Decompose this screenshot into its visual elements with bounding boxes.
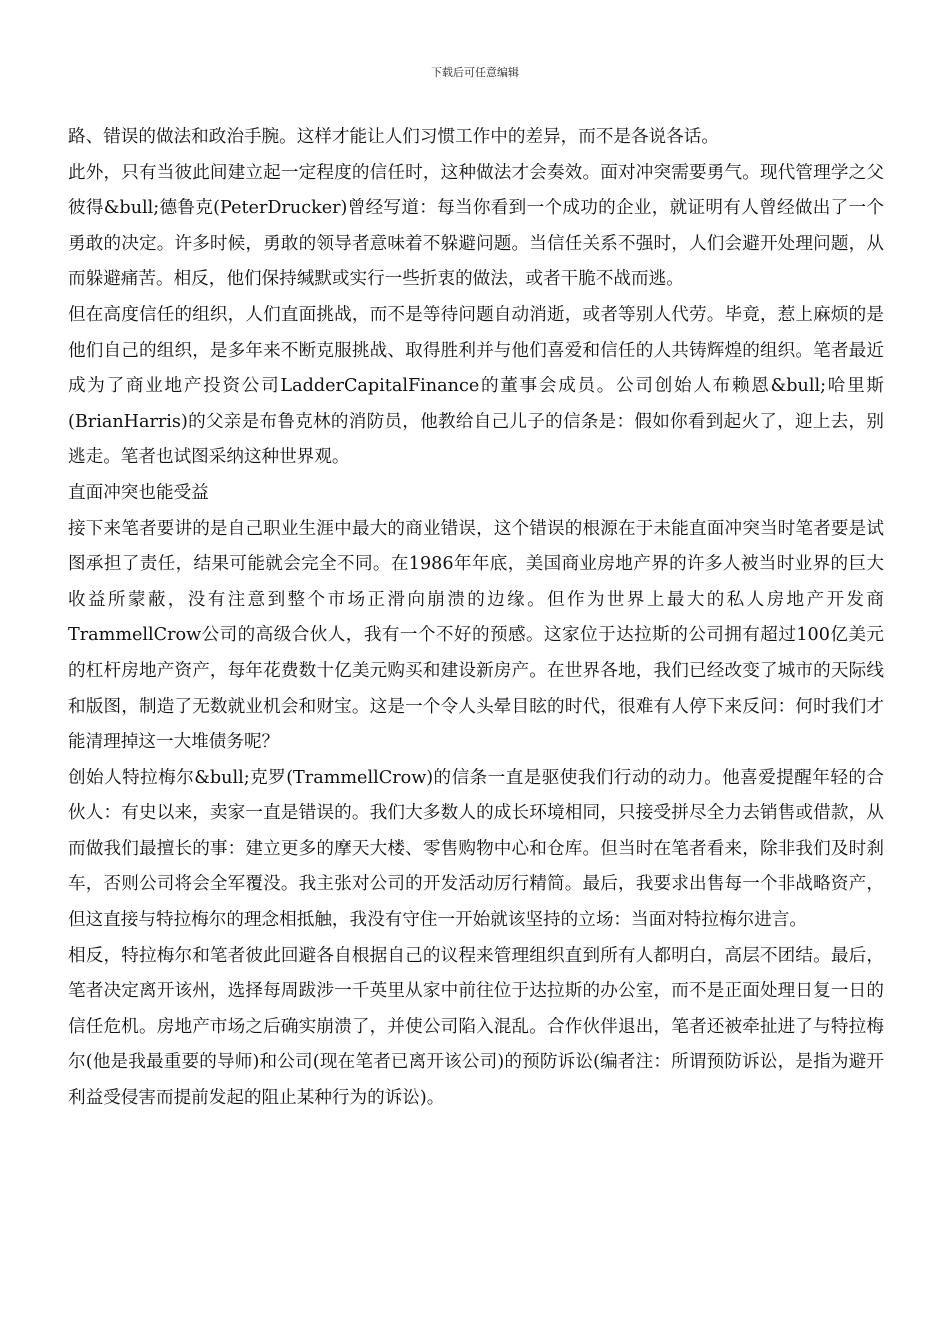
paragraph-2: 此外，只有当彼此间建立起一定程度的信任时，这种做法才会奏效。面对冲突需要勇气。现代管理学之父彼得&bull;德鲁克(PeterDrucker)曾经写道：每当你看到一个成功的企业，就证明有人曾经做出了一个勇敢的决定。许多时候，勇敢的领导者意味着不躲避问题。当信任关系不强时，人们会避开处理问题，从而躲避痛苦。相反，他们保持缄默或实行一些折衷的做法，或者干脆不战而逃。: [68, 162, 884, 290]
paragraph-5: 创始人特拉梅尔&bull;克罗(TrammellCrow)的信条一直是驱使我们行动的动力。他喜爱提醒年轻的合伙人：有史以来，卖家一直是错误的。我们大多数人的成长环境相同，只接受拼尽全力去销售或借款，从而做我们最擅长的事：建立更多的摩天大楼、零售购物中心和仓库。但当时在笔者看来，除非我们及时刹车，否则公司将会全军覆没。我主张对公司的开发活动厉行精简。最后，我要求出售每一个非战略资产，但这直接与特拉梅尔的理念相抵触，我没有守住一开始就该坚持的立场：当面对特拉梅尔进言。: [68, 767, 884, 931]
page-header-note: 下载后可任意编辑: [431, 66, 519, 79]
paragraph-3: 但在高度信任的组织，人们直面挑战，而不是等待问题自动消逝，或者等别人代劳。毕竟，惹上麻烦的是他们自己的组织，是多年来不断克服挑战、取得胜利并与他们喜爱和信任的人共铸辉煌的组织。笔者最近成为了商业地产投资公司LadderCapitalFinance的董事会成员。公司创始人布赖恩&bull;哈里斯(BrianHarris)的父亲是布鲁克林的消防员，他教给自己儿子的信条是：假如你看到起火了，迎上去，别逃走。笔者也试图采纳这种世界观。: [68, 304, 884, 468]
paragraph-1: 路、错误的做法和政治手腕。这样才能让人们习惯工作中的差异，而不是各说各话。: [68, 127, 719, 147]
article-body: [68, 120, 884, 1117]
paragraph-6: 相反，特拉梅尔和笔者彼此回避各自根据自己的议程来管理组织直到所有人都明白，高层不团结。最后，笔者决定离开该州，选择每周跋涉一千英里从家中前往位于达拉斯的办公室，而不是正面处理日复一日的信任危机。房地产市场之后确实崩溃了，并使公司陷入混乱。合作伙伴退出，笔者还被牵扯进了与特拉梅尔(他是我最重要的导师)和公司(现在笔者已离开该公司)的预防诉讼(编者注：所谓预防诉讼，是指为避开利益受侵害而提前发起的阻止某种行为的诉讼)。: [68, 945, 884, 1109]
section-heading: 直面冲突也能受益: [68, 482, 209, 503]
paragraph-4: 接下来笔者要讲的是自己职业生涯中最大的商业错误，这个错误的根源在于未能直面冲突当时笔者要是试图承担了责任，结果可能就会完全不同。在1986年年底，美国商业房地产界的许多人被当时业界的巨大收益所蒙蔽，没有注意到整个市场正滑向崩溃的边缘。但作为世界上最大的私人房地产开发商TrammellCrow公司的高级合伙人，我有一个不好的预感。这家位于达拉斯的公司拥有超过100亿美元的杠杆房地产资产，每年花费数十亿美元购买和建设新房产。在世界各地，我们已经改变了城市的天际线和版图，制造了无数就业机会和财宝。这是一个令人头晕目眩的时代，很难有人停下来反问：何时我们才能清理掉这一大堆债务呢？: [68, 518, 884, 753]
